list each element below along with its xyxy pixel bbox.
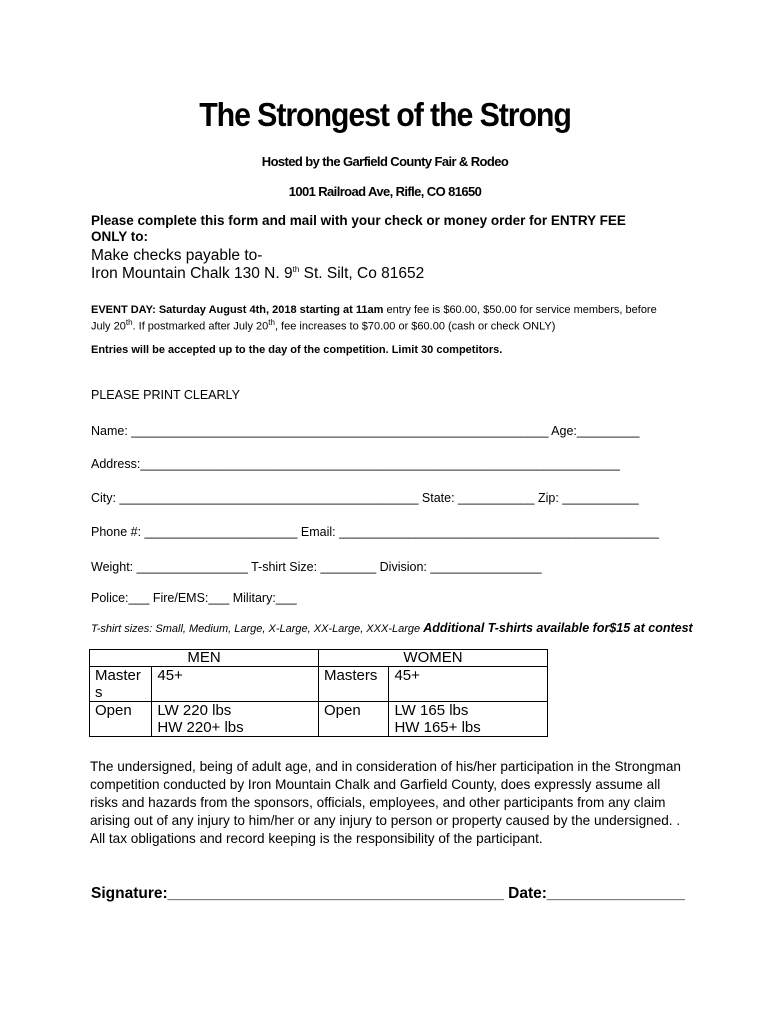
waiver-text: The undersigned, being of adult age, and in consideration of his/her participation in the Strongman competition conducted by Iron Mountain Chalk and Garfield County, does expressly assume all risks and hazards from the sponsors, officials, employees, and other participants from any claim arising out of any injury to him/her or any injury to person or property caused by the undersigned. . All tax obligations and record keeping is the responsibility of the participant. <box>90 759 681 846</box>
women-masters-label: Masters <box>319 667 389 702</box>
weight-shirt-division-field[interactable]: Weight: ________________ T-shirt Size: ________ Division: ________________ <box>91 560 542 574</box>
venue-address: 1001 Railroad Ave, Rifle, CO 81650 <box>288 184 482 199</box>
tshirt-sizes-line: T-shirt sizes: Small, Medium, Large, X-Large, XX-Large, XXX-Large Additional T-shirts available for$15 at contest <box>91 621 693 635</box>
event-day-line: EVENT DAY: Saturday August 4th, 2018 starting at 11am entry fee is $60.00, $50.00 for service members, before <box>91 304 657 316</box>
men-open-weights: LW 220 lbs HW 220+ lbs <box>152 702 319 737</box>
men-masters-age: 45+ <box>152 667 319 702</box>
men-masters-label: Master s <box>90 667 152 702</box>
entries-note: Entries will be accepted up to the day of the competition. Limit 30 competitors. <box>91 344 503 356</box>
form-title: The Strongest of the Strong <box>199 96 571 133</box>
fee-line: July 20th. If postmarked after July 20th, fee increases to $70.00 or $60.00 (cash or check ONLY) <box>91 318 556 333</box>
name-age-field[interactable]: Name: ____________________________________________________________ Age:_________ <box>91 424 640 438</box>
women-open-weights: LW 165 lbs HW 165+ lbs <box>389 702 548 737</box>
phone-email-field[interactable]: Phone #: ______________________ Email: ______________________________________________ <box>91 525 659 539</box>
print-clearly: PLEASE PRINT CLEARLY <box>91 388 240 402</box>
hosted-by: Hosted by the Garfield County Fair & Rodeo <box>261 154 509 169</box>
address-field[interactable]: Address:_____________________________________________________________________ <box>91 457 621 471</box>
men-header: MEN <box>90 650 319 667</box>
payable-address: Iron Mountain Chalk 130 N. 9th St. Silt, Co 81652 <box>91 265 425 283</box>
women-masters-age: 45+ <box>389 667 548 702</box>
city-state-zip-field[interactable]: City: ___________________________________________ State: ___________ Zip: ___________ <box>91 491 639 505</box>
women-header: WOMEN <box>319 650 548 667</box>
instructions-line-1: Please complete this form and mail with your check or money order for ENTRY FEE <box>91 213 626 228</box>
service-member-field[interactable]: Police:___ Fire/EMS:___ Military:___ <box>91 591 297 605</box>
instructions-line-2: ONLY to: <box>91 229 149 244</box>
divisions-table <box>89 649 548 737</box>
men-open-label: Open <box>90 702 152 737</box>
women-open-label: Open <box>319 702 389 737</box>
payable-to: Make checks payable to- <box>91 247 263 264</box>
signature-date-field[interactable]: Signature:_______________________________________ Date:________________ <box>91 885 685 902</box>
